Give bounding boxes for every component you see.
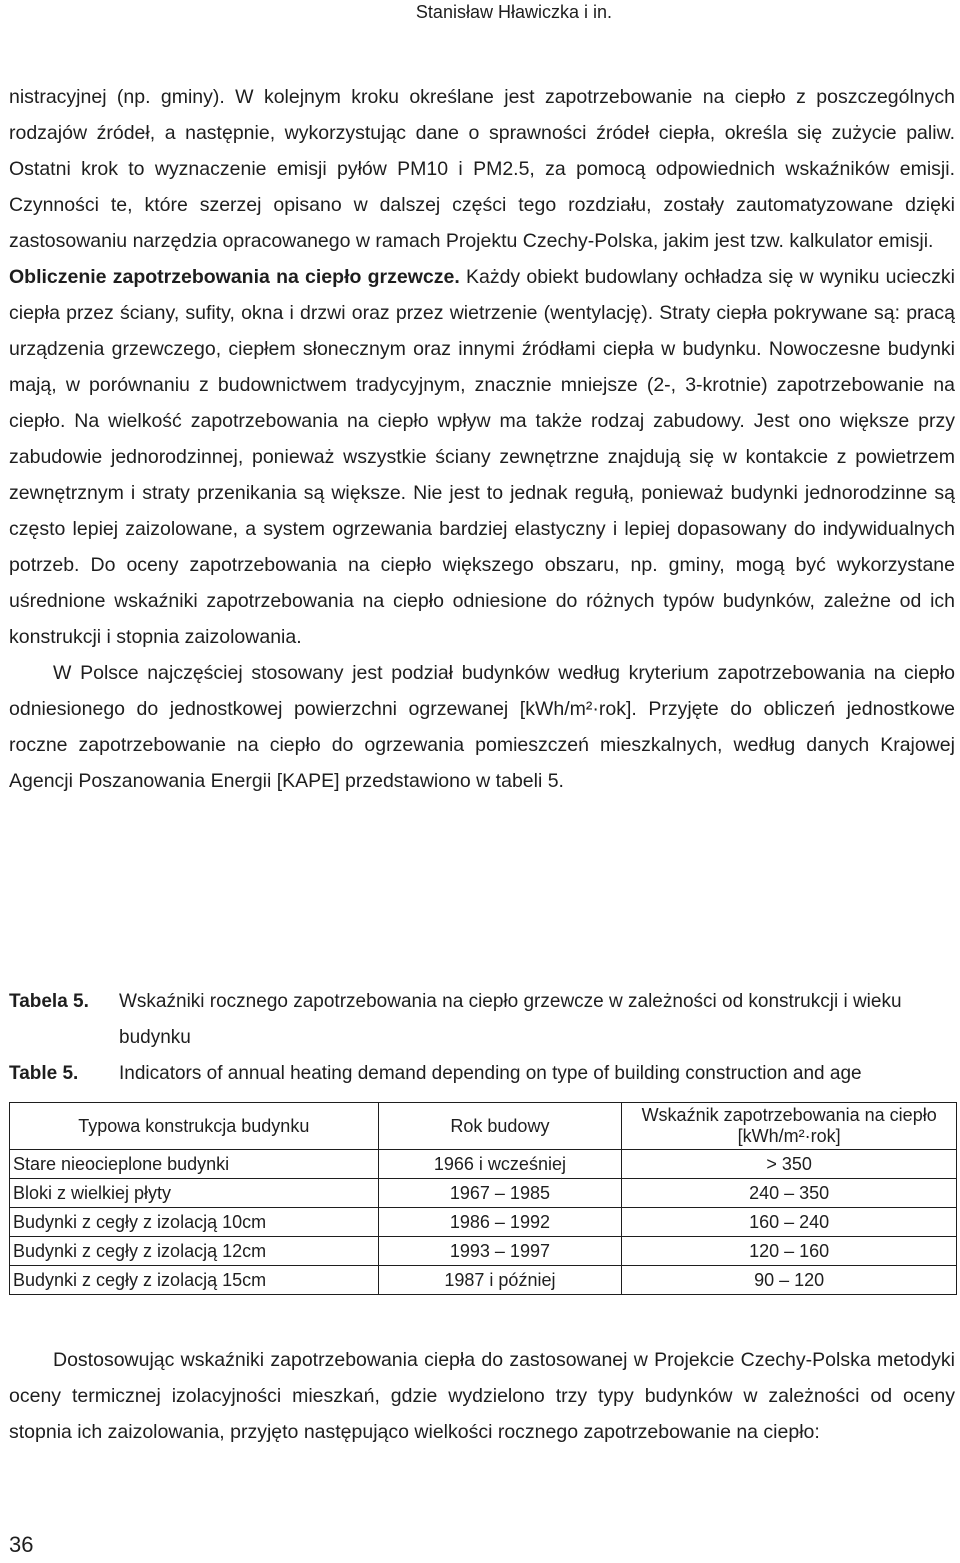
table-row: [10, 1208, 957, 1237]
header-construction: Typowa konstrukcja budynku: [10, 1103, 379, 1150]
cell-construction: Stare nieocieplone budynki: [10, 1150, 379, 1179]
table-header-row: [10, 1103, 957, 1150]
table-row: [10, 1237, 957, 1266]
paragraph-1: nistracyjnej (np. gminy). W kolejnym kroku określane jest zapotrzebowanie na ciepło z poszczególnych rodzajów źródeł, a następnie, wykorzystując dane o sprawności źródeł ciepła, określa się zużycie paliw. Ostatni krok to wyznaczenie emisji pyłów PM10 i PM2.5, za pomocą odpowiednich wskaźników emisji. Czynności te, które szerzej opisano w dalszej części tego rozdziału, zostały zautomatyzowane dzięki zastosowaniu narzędzia opracowanego w ramach Projektu Czechy-Polska, jakim jest tzw. kalkulator emisji.: [9, 86, 955, 252]
cell-indicator: 120 – 160: [622, 1237, 957, 1266]
paragraph-3: W Polsce najczęściej stosowany jest podział budynków według kryterium zapotrzebowania na ciepło odniesionego do jednostkowej powierzchni ogrzewanej [kWh/m²·rok]. Przyjęte do obliczeń jednostkowe roczne zapotrzebowanie na ciepło do ogrzewania pomieszczeń mieszkalnych, według danych Krajowej Agencji Poszanowania Energii [KAPE] przedstawiono w tabeli 5.: [9, 662, 955, 792]
paragraph-4: Dostosowując wskaźniki zapotrzebowania ciepła do zastosowanej w Projekcie Czechy-Polska metodyki oceny termicznej izolacyjności mieszkań, gdzie wydzielono trzy typy budynków w zależności od oceny stopnia ich zaizolowania, przyjęto następująco wielkości rocznego zapotrzebowanie na ciepło:: [9, 1349, 955, 1443]
caption-pl: [9, 984, 955, 1056]
paragraph-2-text: Każdy obiekt budowlany ochładza się w wyniku ucieczki ciepła przez ściany, sufity, okna i drzwi oraz przez wietrzenie (wentylację). Straty ciepła pokrywane są: pracą urządzenia grzewczego, ciepłem słonecznym oraz innymi źródłami ciepła w budynku. Nowoczesne budynki mają, w porównaniu z budownictwem tradycyjnym, znacznie mniejsze (2-, 3-krotnie) zapotrzebowanie na ciepło. Na wielkość zapotrzebowania na ciepło wpływ ma także rodzaj zabudowy. Jest ono większe przy zabudowie jednorodzinnej, ponieważ wszystkie ściany zewnętrzne znajdują się w kontakcie z powietrzem zewnętrznym i straty przenikania są większe. Nie jest to jednak regułą, ponieważ budynki jednorodzinne są często lepiej zaizolowane, a system ogrzewania bardziej elastyczny i lepiej dopasowany do indywidualnych potrzeb. Do oceny zapotrzebowania na ciepło większego obszaru, np. gminy, mogą być wykorzystane uśrednione wskaźniki zapotrzebowania na ciepło odniesione do różnych typów budynków, zależne od ich konstrukcji i stopnia zaizolowania.: [9, 266, 955, 648]
table-row: [10, 1266, 957, 1295]
cell-construction: Bloki z wielkiej płyty: [10, 1179, 379, 1208]
cell-year: 1966 i wcześniej: [378, 1150, 622, 1179]
caption-en-text: Indicators of annual heating demand depending on type of building construction and age: [119, 1063, 862, 1084]
paragraph-2: [9, 259, 955, 655]
caption-pl-text: Wskaźniki rocznego zapotrzebowania na ciepło grzewcze w zależności od konstrukcji i wieku budynku: [119, 991, 902, 1048]
cell-construction: Budynki z cegły z izolacją 12cm: [10, 1237, 379, 1266]
cell-year: 1986 – 1992: [378, 1208, 622, 1237]
heating-demand-table: [9, 1102, 957, 1295]
caption-pl-label: Tabela 5.: [9, 991, 89, 1012]
cell-construction: Budynki z cegły z izolacją 15cm: [10, 1266, 379, 1295]
caption-en: [9, 1056, 955, 1092]
header-indicator: Wskaźnik zapotrzebowania na ciepło [kWh/m²·rok]: [622, 1103, 957, 1150]
section-subheading: Obliczenie zapotrzebowania na ciepło grzewcze.: [9, 266, 460, 288]
cell-indicator: 160 – 240: [622, 1208, 957, 1237]
cell-indicator: 240 – 350: [622, 1179, 957, 1208]
table-caption: [9, 984, 955, 1092]
table-row: [10, 1179, 957, 1208]
cell-indicator: > 350: [622, 1150, 957, 1179]
running-title: Stanisław Hławiczka i in.: [415, 2, 612, 22]
page-number: 36: [9, 1532, 34, 1557]
cell-construction: Budynki z cegły z izolacją 10cm: [10, 1208, 379, 1237]
header-year: Rok budowy: [378, 1103, 622, 1150]
table-row: [10, 1150, 957, 1179]
main-text: [9, 79, 955, 799]
cell-year: 1987 i później: [378, 1266, 622, 1295]
cell-year: 1993 – 1997: [378, 1237, 622, 1266]
running-header: [0, 0, 960, 26]
caption-en-label: Table 5.: [9, 1063, 79, 1084]
cell-indicator: 90 – 120: [622, 1266, 957, 1295]
closing-text: [9, 1342, 955, 1450]
cell-year: 1967 – 1985: [378, 1179, 622, 1208]
